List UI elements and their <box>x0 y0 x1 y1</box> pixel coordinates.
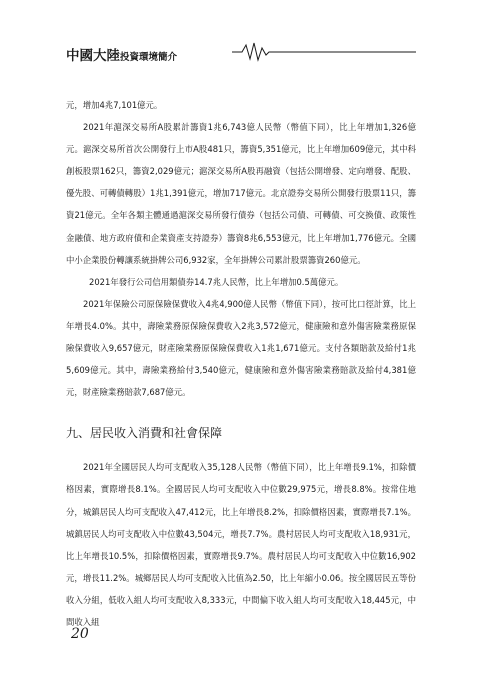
section-heading: 九、居民收入消費和社會保障 <box>66 426 223 441</box>
header-title <box>66 44 177 64</box>
paragraph-continuation: 元，增加4兆7,101億元。 <box>66 100 163 110</box>
header-title-sub: 投資環境簡介 <box>120 52 178 63</box>
running-header <box>66 40 416 64</box>
paragraph-insurance: 2021年保險公司原保險保費收入4兆4,900億人民幣（幣值下同），按可比口徑計算，比上年增長4.0%。其中，壽險業務原保險保費收入2兆3,572億元，健康險和意外傷害險業務原保險保費收入9,657億元，財產險業務原保險保費收入1兆1,671億元。支付各類賠款及給付1兆5,609億元。其中，壽險業務給付3,540億元，健康險和意外傷害險業務賠款及給付4,381億元，財產險業務賠款7,687億元。 <box>66 298 416 398</box>
paragraph-corporate-bonds: 2021年發行公司信用類債券14.7兆人民幣，比上年增加0.5萬億元。 <box>89 276 344 287</box>
header-waveform-ornament <box>232 40 416 64</box>
paragraph-stock-financing: 2021年滬深交易所A股累計籌資1兆6,743億人民幣（幣值下同），比上年增加1,326億元。滬深交易所首次公開發行上市A股481只，籌資5,351億元，比上年增加609億元，其中科創板股票162只，籌資2,029億元；滬深交易所A股再融資（包括公開增發、定向增發、配股、優先股、可轉債轉股）1兆1,391億元，增加717億元。北京證券交易所公開發行股票11只，籌資21億元。全年各類主體通過滬深交易所發行債券（包括公司債、可轉債、可交換債、政策性金融債、地方政府債和企業資產支持證券）籌資8兆6,553億元，比上年增加1,776億元。全國中小企業股份轉讓系統掛牌公司6,932家，全年掛牌公司累計股票籌資260億元。 <box>66 122 416 265</box>
paragraph-resident-income: 2021年全國居民人均可支配收入35,128人民幣（幣值下同），比上年增長9.1%，扣除價格因素，實際增長8.1%。全國居民人均可支配收入中位數29,975元，增長8.8%。按常住地分，城鎮居民人均可支配收入47,412元，比上年增長8.2%，扣除價格因素，實際增長7.1%。城鎮居民人均可支配收入中位數43,504元，增長7.7%。農村居民人均可支配收入18,931元，比上年增長10.5%，扣除價格因素，實際增長9.7%。農村居民人均可支配收入中位數16,902元，增長11.2%。城鄉居民人均可支配收入比值為2.50，比上年縮小0.06。按全國居民五等份收入分組，低收入組人均可支配收入8,333元，中間偏下收入組人均可支配收入18,445元，中間收入組 <box>66 462 416 627</box>
page-number: 20 <box>71 626 89 642</box>
header-title-main: 中國大陸 <box>66 48 120 64</box>
page-body <box>66 94 416 633</box>
